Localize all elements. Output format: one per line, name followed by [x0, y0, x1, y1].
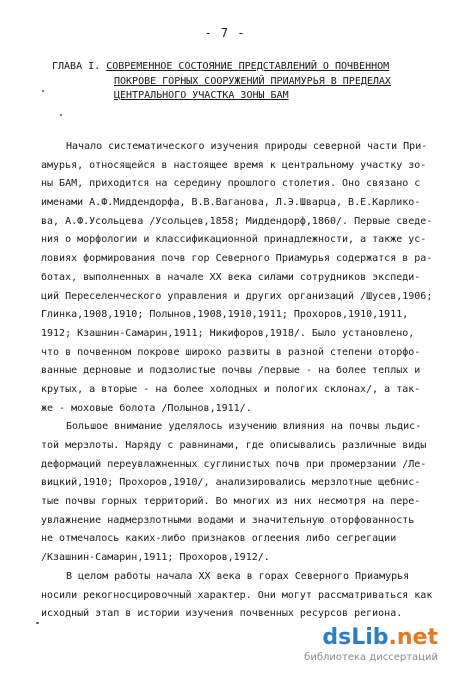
watermark-logo	[322, 625, 438, 650]
text-line: исходный этап в истории изучения почвенных ресурсов региона.	[41, 608, 403, 620]
text-line: ботах, выполненных в начале XX века силами сотрудников экспеди-	[41, 271, 421, 283]
watermark-logo-tld: .net	[388, 625, 438, 650]
text-line: вицкий,1910; Прохоров,1910/, анализировались мерзлотные щебнис-	[41, 477, 421, 489]
text-line: увлажнение надмерзлотными водами и значительную оторфованность	[41, 514, 415, 526]
chapter-heading-line-2	[52, 75, 432, 90]
text-line: ния о морфологии и классификационной принадлежности, а также ус-	[41, 234, 427, 246]
scan-speck	[36, 622, 39, 624]
text-line: именами А.Ф.Миддендорфа, В.В.Ваганова, Л.Э.Шварца, В.Е.Карлико-	[41, 197, 421, 209]
text-line: же - моховые болота /Полынов,1911/.	[41, 402, 252, 414]
watermark-logo-main: dsLib	[322, 625, 389, 650]
text-line: не отмечалось каких-либо признаков оглеения либо сегрегации	[41, 533, 397, 545]
text-line: 1912; Кзашнин-Самарин,1911; Никифоров,1918/. Было установлено,	[41, 327, 415, 339]
chapter-heading	[52, 60, 432, 104]
text-line: крутых, а вторые - на более холодных и пологих склонах/, а так-	[41, 383, 421, 395]
text-line: тые почвы горных территорий. Во многих из них несмотря на пере-	[41, 496, 421, 508]
chapter-title-part-3: ЦЕНТРАЛЬНОГО УЧАСТКА ЗОНЫ БАМ	[114, 90, 289, 101]
text-line: Глинка,1908,1910; Полынов,1908,1910,1911; Прохоров,1910,1911,	[41, 309, 409, 321]
text-line: Начало систематического изучения природы северной части При-	[66, 141, 428, 152]
text-line: ны БАМ, приходится на середину прошлого столетия. Оно связано с	[41, 178, 421, 190]
chapter-title-part-2: ПОКРОВЕ ГОРНЫХ СООРУЖЕНИЙ ПРИАМУРЬЯ В ПРЕДЕЛАХ	[114, 75, 391, 87]
page-number: - 7 -	[204, 26, 246, 40]
body-text	[41, 138, 436, 624]
text-line: деформаций переувлажненных суглинистых почв при промерзании /Ле-	[41, 458, 427, 470]
chapter-title-part-1: СОВРЕМЕННОЕ СОСТОЯНИЕ ПРЕДСТАВЛЕНИЙ О ПОЧВЕННОМ	[106, 61, 390, 72]
chapter-label: ГЛАВА I.	[52, 61, 107, 72]
paragraph-1	[41, 138, 436, 418]
text-line: Большое внимание уделялось изучению влияния на почвы льдис-	[66, 421, 422, 433]
text-line: ванные дерновые и подзолистые почвы /первые - на более теплых и	[41, 365, 421, 377]
paragraph-3	[41, 568, 436, 624]
paragraph-2	[41, 418, 436, 568]
text-line: /Кзашнин-Самарин,1911; Прохоров,1912/.	[41, 552, 270, 564]
text-line: ций Переселенческого управления и других организаций /Шусев,1906;	[41, 290, 433, 302]
scan-speck	[60, 114, 62, 116]
text-line: той мерзлоты. Наряду с равнинами, где описывались различные виды	[41, 440, 427, 451]
chapter-heading-line-1	[52, 60, 432, 75]
text-line: В целом работы начала XX века в горах Северного Приамурья	[66, 570, 410, 582]
text-line: ловиях формирования почв гор Северного Приамурья содержатся в ра-	[41, 253, 433, 265]
text-line: носили рекогносцировочный характер. Они могут рассматриваться как	[41, 589, 433, 601]
chapter-heading-line-3	[52, 89, 432, 104]
watermark-subtitle: библиотека диссертаций	[304, 652, 438, 663]
scan-speck	[42, 90, 44, 92]
text-line: амурья, относящейся в настоящее время к центральному участку зо-	[41, 159, 427, 171]
text-line: ва, А.Ф.Усольцева /Усольцев,1858; Миддендорф,1860/. Первые сведе-	[41, 215, 433, 227]
text-line: что в почвенном покрове широко развиты в разной степени оторфо-	[41, 346, 421, 358]
watermark	[253, 625, 438, 667]
